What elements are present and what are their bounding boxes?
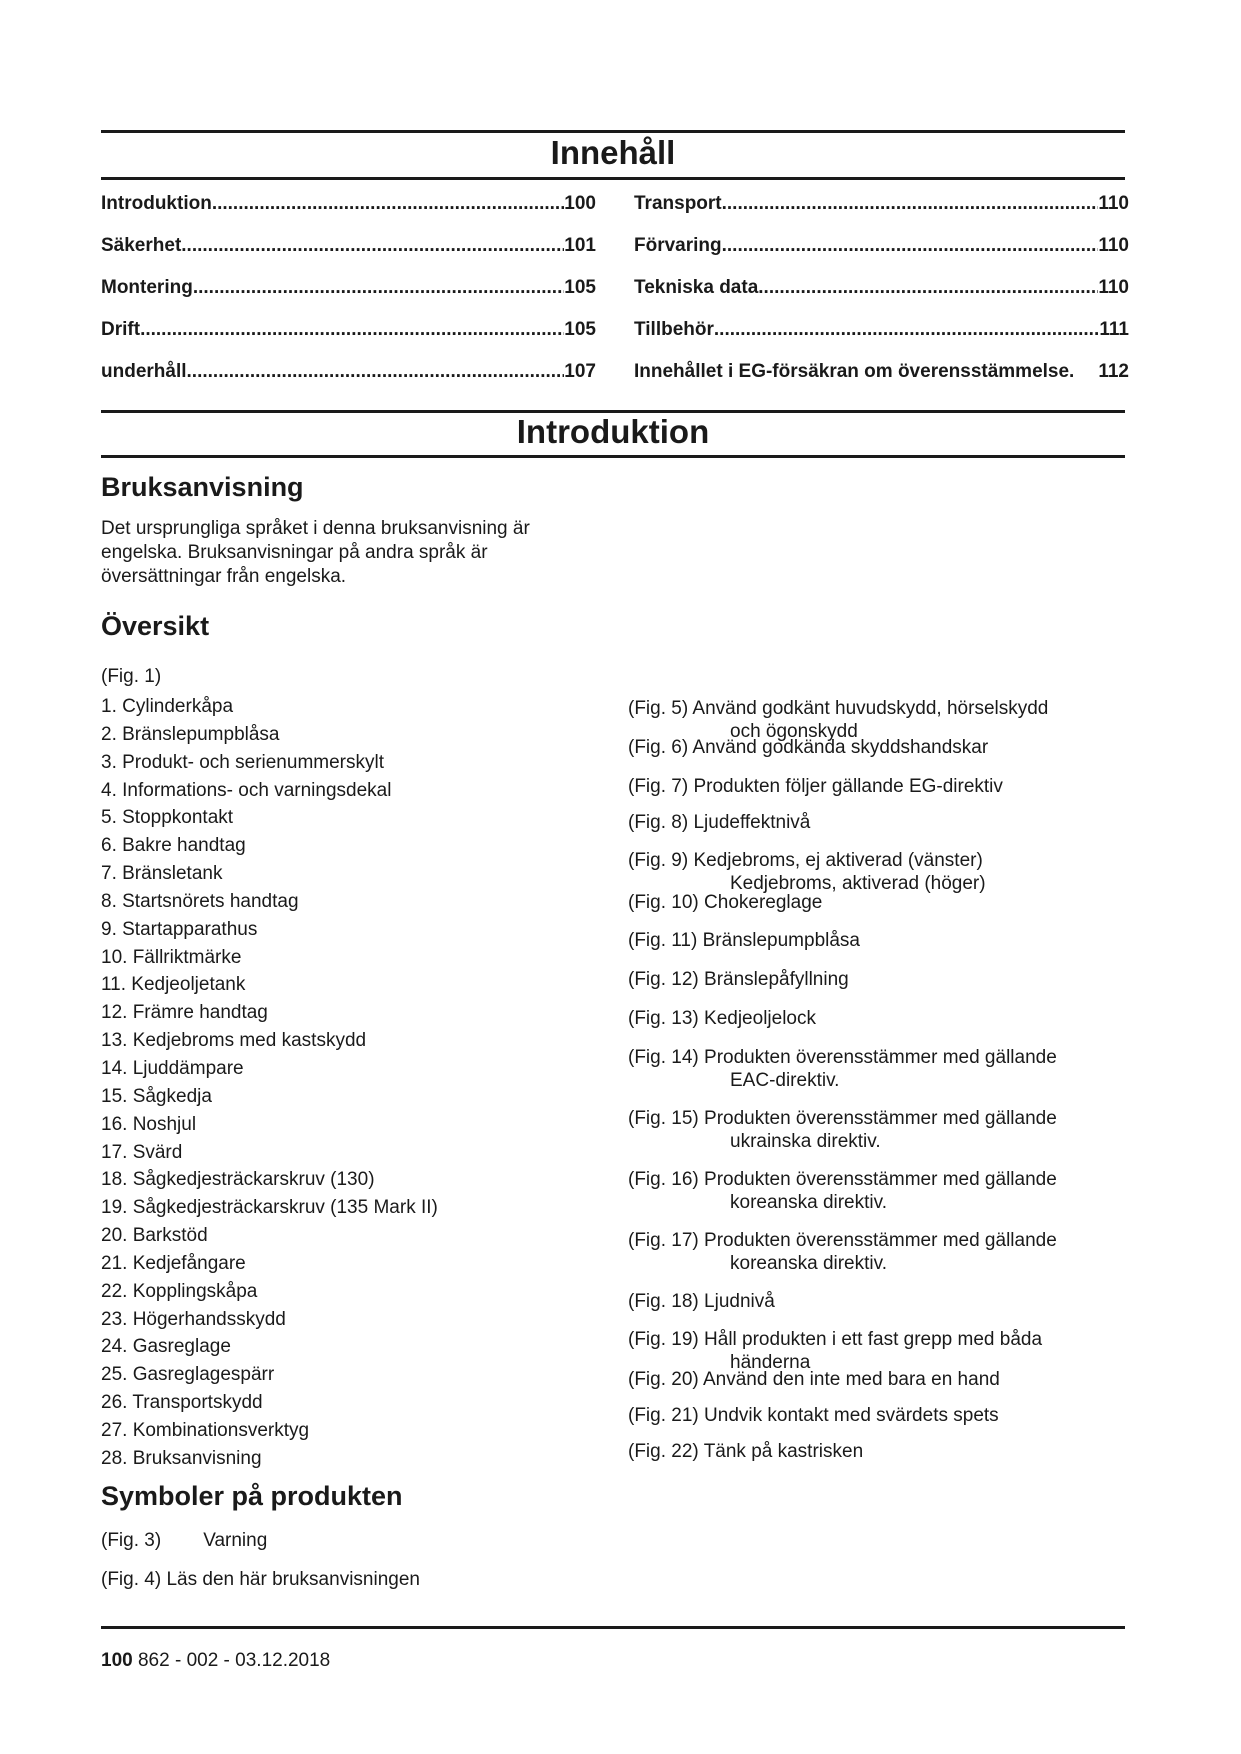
part-item: 11. Kedjeoljetank xyxy=(101,974,246,996)
symbol-item: (Fig. 21) Undvik kontakt med svärdets spets xyxy=(628,1405,999,1426)
symbols-heading: Symboler på produkten xyxy=(101,1481,403,1511)
page-number: 100 xyxy=(101,1650,133,1671)
symbol-item: (Fig. 5) Använd godkänt huvudskydd, hörselskydd och ögonskydd xyxy=(628,698,1049,742)
symbol-item: (Fig. 16) Produkten överensstämmer med gällande koreanska direktiv. xyxy=(628,1169,1057,1213)
toc-entry[interactable]: Tillbehör ..... 111 xyxy=(634,319,1129,361)
symbol-item: (Fig. 8) Ljudeffektnivå xyxy=(628,812,811,833)
symbol-item: (Fig. 20) Använd den inte med bara en hand xyxy=(628,1369,1000,1390)
footer-rule xyxy=(101,1626,1125,1629)
intro-title: Introduktion xyxy=(516,413,710,450)
part-item: 19. Sågkedjesträckarskruv (135 Mark II) xyxy=(101,1197,438,1219)
symbol-item: (Fig. 10) Chokereglage xyxy=(628,892,823,913)
part-item: 18. Sågkedjesträckarskruv (130) xyxy=(101,1169,375,1191)
part-item: 3. Produkt- och serienummerskylt xyxy=(101,751,384,773)
part-item: 26. Transportskydd xyxy=(101,1392,263,1414)
part-item: 27. Kombinationsverktyg xyxy=(101,1419,310,1441)
symbol-item: (Fig. 12) Bränslepåfyllning xyxy=(628,969,849,990)
toc-top-rule xyxy=(101,130,1125,133)
toc-right-column xyxy=(634,193,1129,403)
symbol-item: (Fig. 22) Tänk på kastrisken xyxy=(628,1441,864,1462)
part-item: 2. Bränslepumpblåsa xyxy=(101,723,280,745)
part-item: 17. Svärd xyxy=(101,1141,183,1163)
toc-entry[interactable]: Introduktion ..... 100 xyxy=(101,193,596,235)
symbol-item: (Fig. 18) Ljudnivå xyxy=(628,1291,775,1312)
toc-entry[interactable]: Montering ..... 105 xyxy=(101,277,596,319)
symbol-item: (Fig. 7) Produkten följer gällande EG-direktiv xyxy=(628,776,1003,797)
toc-entry[interactable]: Säkerhet ..... 101 xyxy=(101,235,596,277)
symbol-item: (Fig. 3) Varning xyxy=(101,1530,268,1551)
part-item: 28. Bruksanvisning xyxy=(101,1447,262,1469)
symbol-item: (Fig. 6) Använd godkända skyddshandskar xyxy=(628,737,989,758)
doc-number: 862 - 002 - 03.12.2018 xyxy=(137,1650,331,1671)
toc-entry[interactable]: Innehållet i EG-försäkran om överensstämmelse. 112 xyxy=(634,361,1129,382)
part-item: 9. Startapparathus xyxy=(101,918,258,940)
parts-list xyxy=(101,693,438,1473)
manual-text: Det ursprungliga språket i denna bruksanvisning är engelska. Bruksanvisningar på andra språk är översättningar från engelska. xyxy=(101,518,530,587)
toc-entry[interactable]: Drift ..... 105 xyxy=(101,319,596,361)
toc-entry[interactable]: underhåll ..... 107 xyxy=(101,361,596,403)
overview-fig-ref: (Fig. 1) xyxy=(101,666,162,687)
part-item: 5. Stoppkontakt xyxy=(101,807,234,829)
symbol-item: (Fig. 11) Bränslepumpblåsa xyxy=(628,930,860,951)
toc-left-column xyxy=(101,193,596,403)
toc-bottom-rule xyxy=(101,177,1125,180)
overview-heading: Översikt xyxy=(101,611,210,641)
manual-heading: Bruksanvisning xyxy=(101,472,304,502)
part-item: 6. Bakre handtag xyxy=(101,835,246,857)
symbol-item: (Fig. 14) Produkten överensstämmer med gällande EAC-direktiv. xyxy=(628,1047,1057,1091)
toc-entry[interactable]: Transport ..... 110 xyxy=(634,193,1129,235)
part-item: 8. Startsnörets handtag xyxy=(101,890,299,912)
footer xyxy=(101,1650,330,1672)
part-item: 22. Kopplingskåpa xyxy=(101,1280,258,1302)
part-item: 10. Fällriktmärke xyxy=(101,946,242,968)
symbol-item: (Fig. 19) Håll produkten i ett fast grepp med båda händerna xyxy=(628,1329,1043,1373)
part-item: 24. Gasreglage xyxy=(101,1336,231,1358)
part-item: 21. Kedjefångare xyxy=(101,1252,246,1274)
part-item: 7. Bränsletank xyxy=(101,863,223,885)
intro-bottom-rule xyxy=(101,455,1125,458)
part-item: 16. Noshjul xyxy=(101,1113,197,1135)
symbol-item: (Fig. 4) Läs den här bruksanvisningen xyxy=(101,1569,420,1590)
part-item: 1. Cylinderkåpa xyxy=(101,696,234,717)
part-item: 12. Främre handtag xyxy=(101,1002,268,1024)
symbol-item: (Fig. 13) Kedjeoljelock xyxy=(628,1008,816,1029)
part-item: 15. Sågkedja xyxy=(101,1085,212,1107)
toc-entry[interactable]: Tekniska data ..... 110 xyxy=(634,277,1129,319)
symbol-item: (Fig. 15) Produkten överensstämmer med gällande ukrainska direktiv. xyxy=(628,1108,1057,1152)
part-item: 20. Barkstöd xyxy=(101,1225,208,1247)
part-item: 4. Informations- och varningsdekal xyxy=(101,779,392,801)
part-item: 14. Ljuddämpare xyxy=(101,1057,244,1079)
part-item: 23. Högerhandsskydd xyxy=(101,1308,286,1330)
part-item: 25. Gasreglagespärr xyxy=(101,1364,275,1386)
symbol-item: (Fig. 9) Kedjebroms, ej aktiverad (vänster) Kedjebroms, aktiverad (höger) xyxy=(628,850,986,894)
part-item: 13. Kedjebroms med kastskydd xyxy=(101,1030,367,1052)
toc-title: Innehåll xyxy=(550,134,676,171)
toc-entry[interactable]: Förvaring ..... 110 xyxy=(634,235,1129,277)
symbol-item: (Fig. 17) Produkten överensstämmer med gällande koreanska direktiv. xyxy=(628,1230,1057,1274)
